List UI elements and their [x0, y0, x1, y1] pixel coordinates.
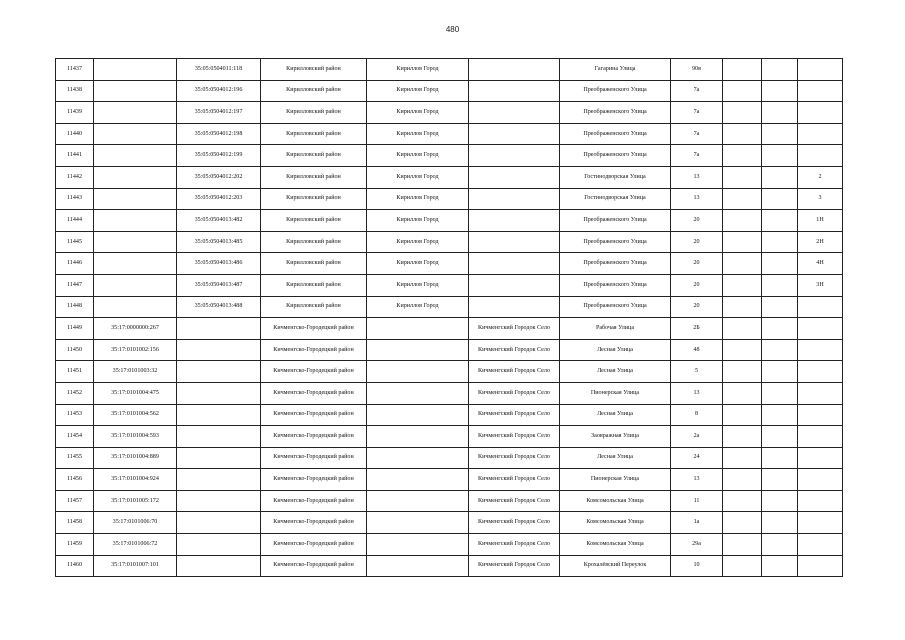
cell-record-number: 11440 [56, 123, 94, 145]
cell-district: Кичменгско-Городецкий район [261, 382, 367, 404]
cell-building [723, 447, 762, 469]
cell-house-number: 1а [671, 512, 723, 534]
cell-cadastral-number-b [177, 404, 261, 426]
cell-district: Кирилловский район [261, 80, 367, 102]
cell-cadastral-number-b [177, 361, 261, 383]
cell-building [723, 382, 762, 404]
cell-cadastral-number-a: 35:17:0101004:562 [94, 404, 177, 426]
table-row [56, 59, 843, 81]
cell-cadastral-number-a: 35:17:0101002:156 [94, 339, 177, 361]
cell-cadastral-number-a [94, 80, 177, 102]
cell-street: Преображенского Улица [560, 231, 671, 253]
page-number: 480 [445, 25, 460, 34]
cell-street: Преображенского Улица [560, 123, 671, 145]
table-row [56, 512, 843, 534]
cell-street: Гагарина Улица [560, 59, 671, 81]
cell-structure [762, 534, 798, 556]
cell-structure [762, 253, 798, 275]
cell-house-number: 20 [671, 231, 723, 253]
cell-city: Кириллов Город [367, 59, 469, 81]
cell-cadastral-number-b [177, 490, 261, 512]
cell-street: Преображенского Улица [560, 296, 671, 318]
cell-record-number: 11447 [56, 274, 94, 296]
cell-city: Кириллов Город [367, 80, 469, 102]
cell-cadastral-number-a: 35:17:0101007:101 [94, 555, 177, 577]
cell-house-number: 5 [671, 361, 723, 383]
cell-city [367, 469, 469, 491]
cell-record-number: 11450 [56, 339, 94, 361]
cell-house-number: 90в [671, 59, 723, 81]
cell-settlement [469, 102, 560, 124]
cell-structure [762, 512, 798, 534]
cell-building [723, 210, 762, 232]
cell-city: Кириллов Город [367, 253, 469, 275]
cell-street: Пионерская Улица [560, 469, 671, 491]
cell-district: Кичменгско-Городецкий район [261, 339, 367, 361]
cell-record-number: 11458 [56, 512, 94, 534]
cell-apartment: 3 [798, 188, 843, 210]
cell-settlement: Кичменгский Городок Село [469, 555, 560, 577]
cell-city [367, 512, 469, 534]
cell-record-number: 11449 [56, 318, 94, 340]
table-row [56, 253, 843, 275]
cell-structure [762, 231, 798, 253]
cell-record-number: 11439 [56, 102, 94, 124]
cell-house-number: 20 [671, 274, 723, 296]
cell-structure [762, 490, 798, 512]
cell-building [723, 231, 762, 253]
cell-city: Кириллов Город [367, 166, 469, 188]
cell-district: Кичменгско-Городецкий район [261, 426, 367, 448]
cell-structure [762, 59, 798, 81]
cell-cadastral-number-b: 35:05:0504012:199 [177, 145, 261, 167]
cell-apartment [798, 382, 843, 404]
cell-city [367, 404, 469, 426]
cell-district: Кирилловский район [261, 166, 367, 188]
cell-record-number: 11459 [56, 534, 94, 556]
cell-house-number: 20 [671, 296, 723, 318]
cell-cadastral-number-b: 35:05:0504013:482 [177, 210, 261, 232]
cell-district: Кирилловский район [261, 231, 367, 253]
cell-apartment [798, 426, 843, 448]
cell-street: Комсомольская Улица [560, 512, 671, 534]
cell-structure [762, 361, 798, 383]
cell-settlement: Кичменгский Городок Село [469, 490, 560, 512]
cell-cadastral-number-b [177, 534, 261, 556]
cell-street: Лесная Улица [560, 404, 671, 426]
cell-district: Кирилловский район [261, 123, 367, 145]
cell-building [723, 404, 762, 426]
cell-settlement: Кичменгский Городок Село [469, 469, 560, 491]
cell-structure [762, 188, 798, 210]
table-row [56, 274, 843, 296]
cell-cadastral-number-a [94, 145, 177, 167]
cell-cadastral-number-b: 35:05:0504012:196 [177, 80, 261, 102]
cell-building [723, 555, 762, 577]
cell-cadastral-number-b [177, 318, 261, 340]
cell-district: Кирилловский район [261, 145, 367, 167]
cell-settlement [469, 80, 560, 102]
cell-district: Кичменгско-Городецкий район [261, 469, 367, 491]
cell-building [723, 318, 762, 340]
cell-cadastral-number-a [94, 166, 177, 188]
cell-district: Кирилловский район [261, 296, 367, 318]
table-row [56, 210, 843, 232]
cell-cadastral-number-b: 35:05:0504011:118 [177, 59, 261, 81]
cell-cadastral-number-a: 35:17:0101004:889 [94, 447, 177, 469]
cell-record-number: 11437 [56, 59, 94, 81]
cell-street: Преображенского Улица [560, 210, 671, 232]
cell-house-number: 8 [671, 404, 723, 426]
cell-settlement [469, 210, 560, 232]
table-row [56, 534, 843, 556]
cell-house-number: 24 [671, 447, 723, 469]
cell-building [723, 339, 762, 361]
cell-apartment [798, 361, 843, 383]
cell-structure [762, 339, 798, 361]
cell-cadastral-number-a [94, 253, 177, 275]
registry-body [56, 59, 843, 577]
cell-settlement: Кичменгский Городок Село [469, 382, 560, 404]
cell-apartment [798, 534, 843, 556]
cell-cadastral-number-b [177, 512, 261, 534]
cell-structure [762, 296, 798, 318]
cell-apartment [798, 555, 843, 577]
cell-district: Кирилловский район [261, 188, 367, 210]
cell-house-number: 10 [671, 555, 723, 577]
cell-apartment: 2 [798, 166, 843, 188]
cell-settlement [469, 145, 560, 167]
cell-building [723, 166, 762, 188]
cell-structure [762, 210, 798, 232]
cell-city [367, 490, 469, 512]
cell-apartment [798, 123, 843, 145]
cell-apartment [798, 102, 843, 124]
cell-district: Кирилловский район [261, 274, 367, 296]
cell-structure [762, 555, 798, 577]
cell-house-number: 7а [671, 80, 723, 102]
cell-cadastral-number-a: 35:17:0000000:267 [94, 318, 177, 340]
cell-structure [762, 469, 798, 491]
cell-cadastral-number-b [177, 555, 261, 577]
cell-district: Кичменгско-Городецкий район [261, 490, 367, 512]
cell-record-number: 11446 [56, 253, 94, 275]
cell-district: Кирилловский район [261, 253, 367, 275]
table-row [56, 361, 843, 383]
table-row [56, 426, 843, 448]
cell-street: Преображенского Улица [560, 145, 671, 167]
cell-district: Кичменгско-Городецкий район [261, 534, 367, 556]
cell-settlement: Кичменгский Городок Село [469, 339, 560, 361]
cell-apartment [798, 318, 843, 340]
cell-settlement: Кичменгский Городок Село [469, 426, 560, 448]
cell-cadastral-number-a [94, 210, 177, 232]
cell-building [723, 59, 762, 81]
cell-building [723, 123, 762, 145]
cell-cadastral-number-b: 35:05:0504012:197 [177, 102, 261, 124]
cell-city [367, 361, 469, 383]
cell-district: Кирилловский район [261, 102, 367, 124]
cell-district: Кирилловский район [261, 59, 367, 81]
cell-settlement: Кичменгский Городок Село [469, 404, 560, 426]
cell-cadastral-number-a: 35:17:0101004:475 [94, 382, 177, 404]
cell-settlement [469, 166, 560, 188]
cell-street: Гостинодворская Улица [560, 188, 671, 210]
cell-cadastral-number-a [94, 102, 177, 124]
cell-settlement: Кичменгский Городок Село [469, 534, 560, 556]
cell-cadastral-number-b: 35:05:0504013:488 [177, 296, 261, 318]
cell-apartment [798, 404, 843, 426]
cell-record-number: 11452 [56, 382, 94, 404]
cell-cadastral-number-b: 35:05:0504013:487 [177, 274, 261, 296]
cell-district: Кичменгско-Городецкий район [261, 404, 367, 426]
table-row [56, 145, 843, 167]
cell-district: Кичменгско-Городецкий район [261, 512, 367, 534]
cell-cadastral-number-b [177, 426, 261, 448]
cell-settlement [469, 123, 560, 145]
cell-house-number: 20 [671, 210, 723, 232]
cell-house-number: 29а [671, 534, 723, 556]
cell-street: Комсомольская Улица [560, 490, 671, 512]
cell-house-number: 48 [671, 339, 723, 361]
table-row [56, 469, 843, 491]
cell-building [723, 469, 762, 491]
cell-house-number: 7а [671, 123, 723, 145]
cell-street: Преображенского Улица [560, 274, 671, 296]
cell-street: Заовражная Улица [560, 426, 671, 448]
cell-street: Лесная Улица [560, 447, 671, 469]
table-row [56, 339, 843, 361]
cell-street: Крохалёвский Переулок [560, 555, 671, 577]
cell-structure [762, 447, 798, 469]
cell-building [723, 361, 762, 383]
cell-city [367, 318, 469, 340]
cell-record-number: 11455 [56, 447, 94, 469]
cell-building [723, 512, 762, 534]
cell-cadastral-number-b [177, 447, 261, 469]
cell-cadastral-number-b: 35:05:0504012:198 [177, 123, 261, 145]
cell-cadastral-number-a: 35:17:0101006:70 [94, 512, 177, 534]
cell-apartment: 4Н [798, 253, 843, 275]
cell-city: Кириллов Город [367, 296, 469, 318]
cell-structure [762, 80, 798, 102]
cell-structure [762, 166, 798, 188]
cell-street: Лесная Улица [560, 361, 671, 383]
cell-settlement: Кичменгский Городок Село [469, 361, 560, 383]
cell-house-number: 7а [671, 145, 723, 167]
cell-settlement [469, 188, 560, 210]
cell-cadastral-number-a [94, 296, 177, 318]
cell-house-number: 13 [671, 188, 723, 210]
table-row [56, 123, 843, 145]
cell-settlement [469, 296, 560, 318]
cell-apartment [798, 490, 843, 512]
cell-street: Гостинодворская Улица [560, 166, 671, 188]
table-row [56, 188, 843, 210]
cell-building [723, 253, 762, 275]
cell-building [723, 490, 762, 512]
cell-street: Рабочая Улица [560, 318, 671, 340]
cell-building [723, 296, 762, 318]
cell-house-number: 13 [671, 469, 723, 491]
cell-city: Кириллов Город [367, 231, 469, 253]
cell-apartment: 3Н [798, 274, 843, 296]
cell-record-number: 11460 [56, 555, 94, 577]
cell-district: Кичменгско-Городецкий район [261, 555, 367, 577]
cell-structure [762, 382, 798, 404]
cell-record-number: 11441 [56, 145, 94, 167]
cell-structure [762, 318, 798, 340]
table-row [56, 404, 843, 426]
cell-cadastral-number-a: 35:17:0101004:593 [94, 426, 177, 448]
cell-structure [762, 274, 798, 296]
cell-cadastral-number-a [94, 231, 177, 253]
cell-structure [762, 123, 798, 145]
cell-settlement [469, 231, 560, 253]
cell-house-number: 2а [671, 426, 723, 448]
cell-settlement [469, 274, 560, 296]
cell-house-number: 11 [671, 490, 723, 512]
cell-district: Кирилловский район [261, 210, 367, 232]
cell-structure [762, 404, 798, 426]
cell-settlement: Кичменгский Городок Село [469, 512, 560, 534]
cell-city [367, 382, 469, 404]
cell-street: Преображенского Улица [560, 102, 671, 124]
cell-district: Кичменгско-Городецкий район [261, 318, 367, 340]
table-row [56, 231, 843, 253]
cell-apartment [798, 80, 843, 102]
cell-record-number: 11457 [56, 490, 94, 512]
cell-structure [762, 145, 798, 167]
cell-structure [762, 426, 798, 448]
cell-city: Кириллов Город [367, 188, 469, 210]
cell-city [367, 447, 469, 469]
cell-city: Кириллов Город [367, 102, 469, 124]
cell-cadastral-number-b: 35:05:0504013:486 [177, 253, 261, 275]
cell-settlement [469, 253, 560, 275]
cell-settlement [469, 59, 560, 81]
cell-building [723, 534, 762, 556]
table-row [56, 382, 843, 404]
cell-apartment [798, 512, 843, 534]
table-row [56, 80, 843, 102]
cell-building [723, 102, 762, 124]
cell-apartment [798, 296, 843, 318]
cell-building [723, 274, 762, 296]
cell-city [367, 534, 469, 556]
cell-house-number: 13 [671, 166, 723, 188]
cell-record-number: 11443 [56, 188, 94, 210]
cell-record-number: 11456 [56, 469, 94, 491]
cell-street: Пионерская Улица [560, 382, 671, 404]
cell-street: Преображенского Улица [560, 80, 671, 102]
cell-street: Лесная Улица [560, 339, 671, 361]
cell-district: Кичменгско-Городецкий район [261, 447, 367, 469]
cell-apartment [798, 339, 843, 361]
cell-cadastral-number-b [177, 339, 261, 361]
cell-city: Кириллов Город [367, 210, 469, 232]
cell-settlement: Кичменгский Городок Село [469, 318, 560, 340]
cell-house-number: 20 [671, 253, 723, 275]
cell-cadastral-number-a: 35:17:0101004:924 [94, 469, 177, 491]
cell-apartment [798, 145, 843, 167]
cell-apartment: 1Н [798, 210, 843, 232]
cell-record-number: 11442 [56, 166, 94, 188]
table-row [56, 447, 843, 469]
cell-building [723, 80, 762, 102]
cell-cadastral-number-b: 35:05:0504012:203 [177, 188, 261, 210]
cell-district: Кичменгско-Городецкий район [261, 361, 367, 383]
cell-apartment [798, 469, 843, 491]
cell-record-number: 11445 [56, 231, 94, 253]
cell-street: Комсомольская Улица [560, 534, 671, 556]
cell-cadastral-number-a: 35:17:0101006:72 [94, 534, 177, 556]
cell-street: Преображенского Улица [560, 253, 671, 275]
cell-record-number: 11453 [56, 404, 94, 426]
cell-city [367, 339, 469, 361]
property-registry-table [55, 58, 843, 577]
cell-cadastral-number-a [94, 59, 177, 81]
cell-record-number: 11438 [56, 80, 94, 102]
cell-house-number: 13 [671, 382, 723, 404]
cell-cadastral-number-a [94, 188, 177, 210]
cell-house-number: 2Б [671, 318, 723, 340]
cell-cadastral-number-b [177, 382, 261, 404]
cell-cadastral-number-a: 35:17:0101005:172 [94, 490, 177, 512]
cell-building [723, 145, 762, 167]
cell-building [723, 188, 762, 210]
table-row [56, 296, 843, 318]
cell-cadastral-number-a [94, 123, 177, 145]
cell-record-number: 11444 [56, 210, 94, 232]
cell-city [367, 426, 469, 448]
cell-cadastral-number-b: 35:05:0504013:485 [177, 231, 261, 253]
table-row [56, 166, 843, 188]
cell-structure [762, 102, 798, 124]
cell-building [723, 426, 762, 448]
cell-record-number: 11454 [56, 426, 94, 448]
cell-record-number: 11448 [56, 296, 94, 318]
cell-city: Кириллов Город [367, 274, 469, 296]
cell-city [367, 555, 469, 577]
cell-apartment [798, 447, 843, 469]
table-row [56, 102, 843, 124]
cell-house-number: 7а [671, 102, 723, 124]
cell-cadastral-number-a: 35:17:0101003:32 [94, 361, 177, 383]
table-row [56, 555, 843, 577]
cell-apartment: 2Н [798, 231, 843, 253]
cell-apartment [798, 59, 843, 81]
cell-city: Кириллов Город [367, 145, 469, 167]
cell-city: Кириллов Город [367, 123, 469, 145]
cell-cadastral-number-a [94, 274, 177, 296]
cell-cadastral-number-b [177, 469, 261, 491]
cell-settlement: Кичменгский Городок Село [469, 447, 560, 469]
cell-cadastral-number-b: 35:05:0504012:202 [177, 166, 261, 188]
cell-record-number: 11451 [56, 361, 94, 383]
table-row [56, 490, 843, 512]
table-row [56, 318, 843, 340]
